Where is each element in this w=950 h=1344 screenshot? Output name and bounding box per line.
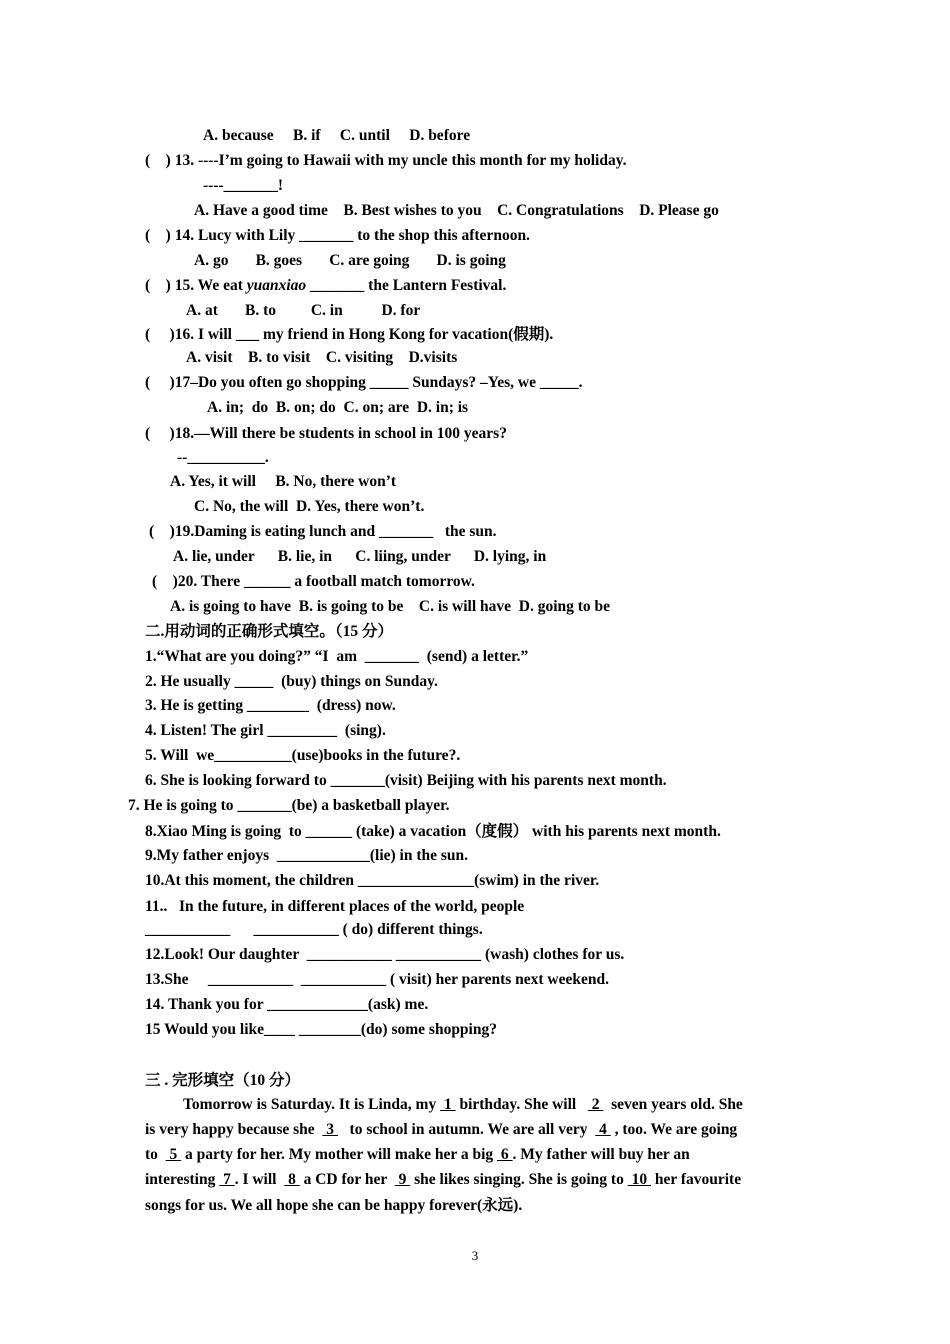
q14-stem: ( ) 14. Lucy with Lily _______ to the shop this afternoon.: [145, 227, 530, 244]
s2-item-8: 8.Xiao Ming is going to ______ (take) a vacation（度假） with his parents next month.: [145, 823, 721, 840]
q14-options: A. go B. goes C. are going D. is going: [194, 252, 506, 269]
q15-stem: ( ) 15. We eat yuanxiao _______ the Lantern Festival.: [145, 277, 507, 294]
s2-item-11-blanks: ___________ ___________ ( do) different things.: [145, 921, 483, 938]
q13-reply: ----_______!: [203, 177, 284, 194]
cloze-line-1: Tomorrow is Saturday. It is Linda, my 1 birthday. She will 2 seven years old. She: [183, 1096, 743, 1113]
q20-options: A. is going to have B. is going to be C. is will have D. going to be: [170, 598, 611, 615]
q13-options: A. Have a good time B. Best wishes to you C. Congratulations D. Please go: [194, 202, 719, 219]
s2-item-9: 9.My father enjoys ____________(lie) in the sun.: [145, 847, 469, 864]
q12-options: A. because B. if C. until D. before: [203, 127, 471, 144]
s2-item-3: 3. He is getting ________ (dress) now.: [145, 697, 396, 714]
cloze-line-2: is very happy because she 3 to school in autumn. We are all very 4 , too. We are going: [145, 1121, 738, 1138]
q13-stem: ( ) 13. ----I’m going to Hawaii with my uncle this month for my holiday.: [145, 152, 627, 169]
s2-item-11: 11.. In the future, in different places of the world, people: [145, 898, 525, 915]
q18-options-1: A. Yes, it will B. No, there won’t: [170, 473, 397, 490]
s2-item-1: 1.“What are you doing?” “I am _______ (send) a letter.”: [145, 648, 529, 665]
q20-stem: ( )20. There ______ a football match tomorrow.: [152, 573, 475, 590]
s2-item-10: 10.At this moment, the children _______________(swim) in the river.: [145, 872, 600, 889]
s2-item-13: 13.She ___________ ___________ ( visit) her parents next weekend.: [145, 971, 609, 988]
cloze-line-5: songs for us. We all hope she can be happy forever(永远).: [145, 1197, 523, 1214]
q18-stem: ( )18.—Will there be students in school in 100 years?: [145, 425, 507, 442]
cloze-line-3: to 5 a party for her. My mother will make her a big 6 . My father will buy her an: [145, 1146, 690, 1163]
q19-options: A. lie, under B. lie, in C. liing, under D. lying, in: [173, 548, 547, 565]
q16-stem: ( )16. I will ___ my friend in Hong Kong for vacation(假期).: [145, 326, 554, 343]
section-3-heading: 三 . 完形填空（10 分）: [145, 1072, 301, 1089]
page-number: 3: [471, 1248, 479, 1263]
s2-item-14: 14. Thank you for _____________(ask) me.: [145, 996, 429, 1013]
s2-item-12: 12.Look! Our daughter ___________ ___________ (wash) clothes for us.: [145, 946, 625, 963]
q16-options: A. visit B. to visit C. visiting D.visits: [186, 349, 458, 366]
s2-item-6: 6. She is looking forward to _______(visit) Beijing with his parents next month.: [145, 772, 667, 789]
q18-reply: --__________.: [177, 449, 269, 466]
s2-item-15: 15 Would you like____ ________(do) some shopping?: [145, 1021, 497, 1038]
s2-item-2: 2. He usually _____ (buy) things on Sunday.: [145, 673, 438, 690]
q17-stem: ( )17–Do you often go shopping _____ Sundays? –Yes, we _____.: [145, 374, 583, 391]
section-2-heading: 二.用动词的正确形式填空。（15 分）: [145, 623, 394, 640]
q18-options-2: C. No, the will D. Yes, there won’t.: [194, 498, 425, 515]
cloze-line-4: interesting 7 . I will 8 a CD for her 9 she likes singing. She is going to 10 her favourite: [145, 1171, 742, 1188]
s2-item-5: 5. Will we__________(use)books in the future?.: [145, 747, 461, 764]
q15-options: A. at B. to C. in D. for: [186, 302, 421, 319]
q17-options: A. in; do B. on; do C. on; are D. in; is: [207, 399, 469, 416]
s2-item-7: 7. He is going to _______(be) a basketball player.: [128, 797, 450, 814]
q19-stem: ( )19.Daming is eating lunch and _______ the sun.: [149, 523, 497, 540]
s2-item-4: 4. Listen! The girl _________ (sing).: [145, 722, 386, 739]
